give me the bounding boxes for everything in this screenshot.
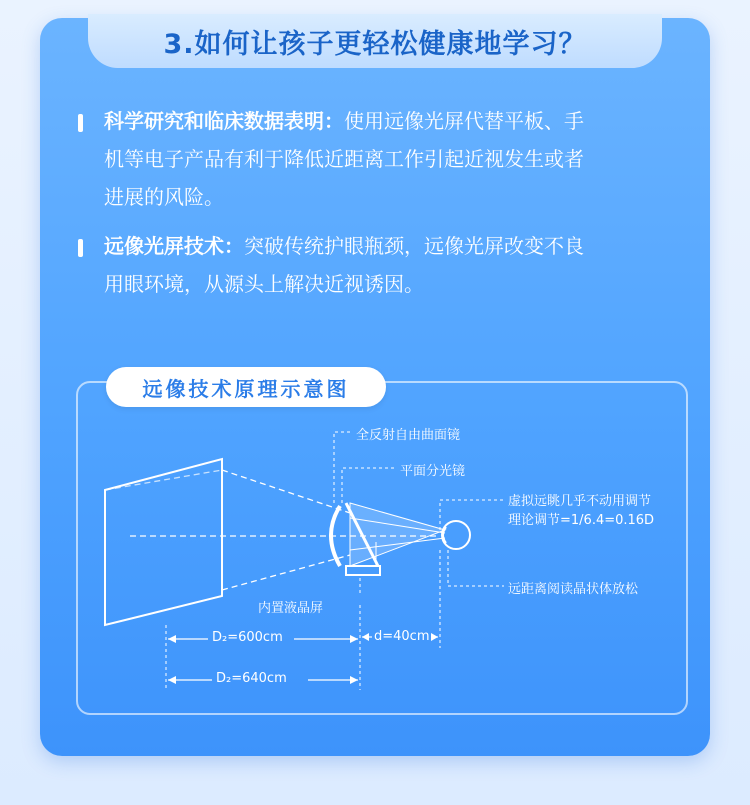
annotation-splitter: 平面分光镜 xyxy=(400,464,466,479)
page-title: 3.如何让孩子更轻松健康地学习？ xyxy=(163,28,587,60)
leader-line xyxy=(440,500,504,530)
lcd-screen xyxy=(346,566,380,575)
projection-line xyxy=(105,470,222,490)
leader-line xyxy=(448,550,504,586)
diagram-label xyxy=(106,367,386,407)
paragraph-lead: 科学研究和临床数据表明： xyxy=(104,109,344,133)
dimension-label-d2-640: D₂=640cm xyxy=(216,671,287,686)
diagram-label-text: 远像技术原理示意图 xyxy=(142,376,350,401)
paragraph-text: 使用远像光屏代替平板、手 xyxy=(344,109,584,133)
eye xyxy=(442,521,470,549)
paragraph-text: 用眼环境，从源头上解决近视诱因。 xyxy=(104,272,424,296)
virtual-screen xyxy=(105,459,222,625)
annotation-virtual-2: 理论调节=1/6.4=0.16D xyxy=(508,513,655,528)
projection-line xyxy=(222,470,350,513)
annotation-relaxed: 远距离阅读晶状体放松 xyxy=(508,582,639,597)
annotation-virtual-1: 虚拟远眺几乎不动用调节 xyxy=(508,494,652,509)
dimension-label-d-40: d=40cm xyxy=(374,629,430,644)
light-beam xyxy=(350,503,445,566)
paragraph-lead: 远像光屏技术： xyxy=(104,234,244,258)
paragraph-text: 机等电子产品有利于降低近距离工作引起近视发生或者 xyxy=(104,147,584,171)
annotation-lcd: 内置液晶屏 xyxy=(258,601,324,616)
leader-line xyxy=(342,468,396,503)
paragraph-text: 进展的风险。 xyxy=(104,185,224,209)
annotation-mirror: 全反射自由曲面镜 xyxy=(356,428,461,443)
dimension-label-d2-600: D₂=600cm xyxy=(212,630,283,645)
projection-line xyxy=(222,555,350,590)
paragraph-text: 突破传统护眼瓶颈，远像光屏改变不良 xyxy=(244,234,584,258)
